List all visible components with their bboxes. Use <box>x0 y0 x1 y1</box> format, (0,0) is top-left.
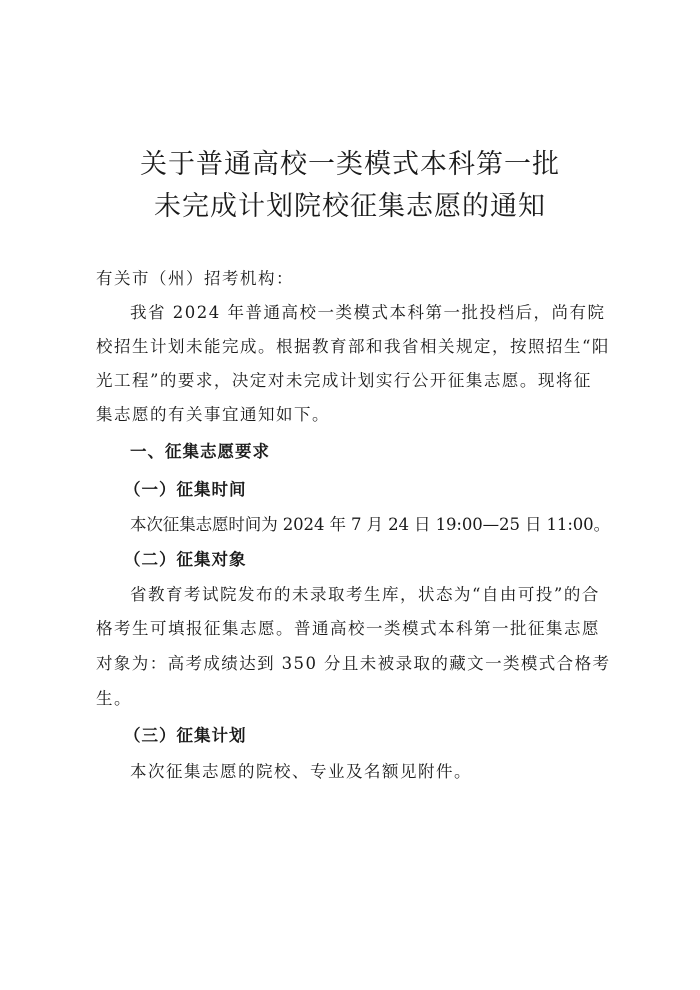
subsection-2-line-3: 对象为：高考成绩达到 350 分且未被录取的藏文一类模式合格考 <box>96 654 611 673</box>
section-1-heading: 一、征集志愿要求 <box>130 442 270 461</box>
subsection-2-line-2: 格考生可填报征集志愿。普通高校一类模式本科第一批征集志愿 <box>96 619 600 638</box>
subsection-2-heading: （二）征集对象 <box>124 550 247 569</box>
subsection-1-heading: （一）征集时间 <box>124 480 247 499</box>
subsection-2-line-1: 省教育考试院发布的未录取考生库，状态为“自由可投”的合 <box>130 585 600 604</box>
subsection-2-line-4: 生。 <box>96 689 132 708</box>
document-title-line-1: 关于普通高校一类模式本科第一批 <box>140 149 560 180</box>
intro-line-1: 我省 2024 年普通高校一类模式本科第一批投档后，尚有院 <box>130 303 606 322</box>
document-title-line-2: 未完成计划院校征集志愿的通知 <box>154 191 546 222</box>
intro-line-3: 光工程”的要求，决定对未完成计划实行公开征集志愿。现将征 <box>96 371 592 390</box>
salutation: 有关市（州）招考机构： <box>96 269 294 288</box>
subsection-3-text: 本次征集志愿的院校、专业及名额见附件。 <box>130 762 472 781</box>
intro-line-4: 集志愿的有关事宜通知如下。 <box>96 405 330 424</box>
intro-line-2: 校招生计划未能完成。根据教育部和我省相关规定，按照招生“阳 <box>96 337 610 356</box>
subsection-1-text: 本次征集志愿时间为 2024 年 7 月 24 日 19:00—25 日 11:00。 <box>130 515 610 534</box>
subsection-3-heading: （三）征集计划 <box>124 726 247 745</box>
